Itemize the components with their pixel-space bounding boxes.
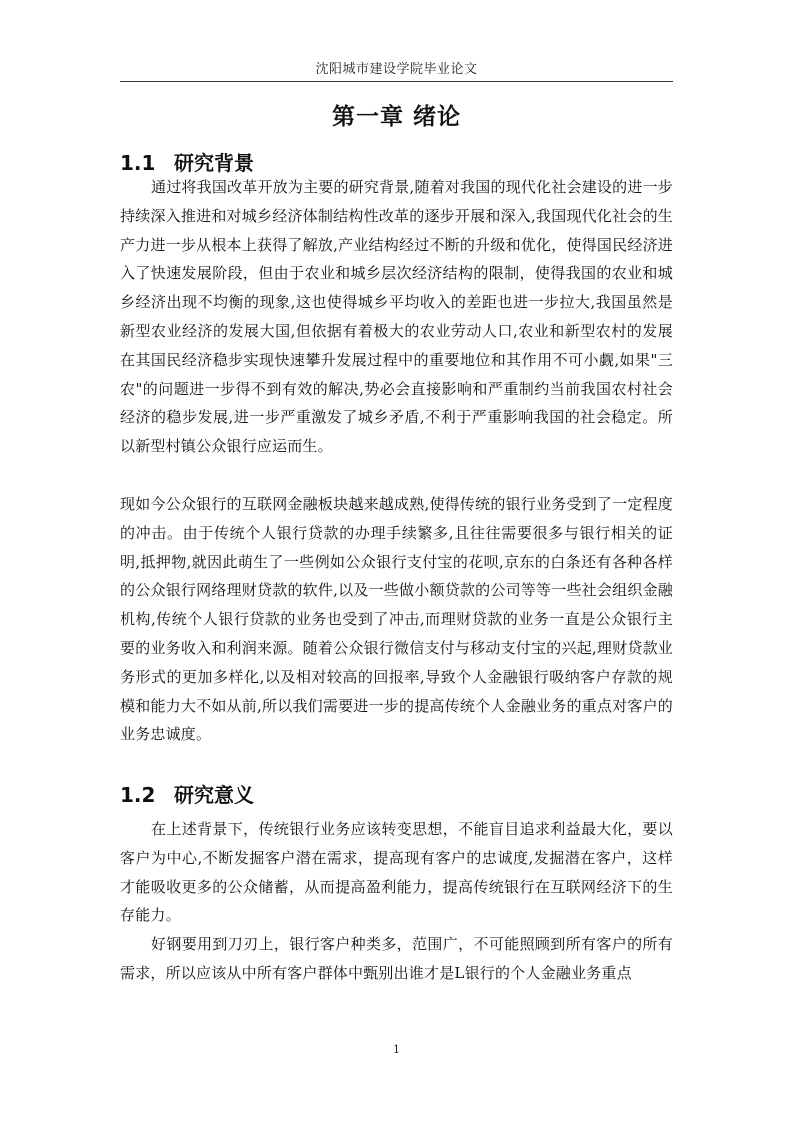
section-title: 研究背景 <box>174 151 254 175</box>
paragraph: 好钢要用到刀刃上，银行客户种类多，范围广，不可能照顾到所有客户的所有需求，所以应该从中所有客户群体中甄别出谁才是L银行的个人金融业务重点 <box>120 935 673 982</box>
section-heading-background <box>120 147 673 176</box>
section-number: 1.1 <box>120 151 156 175</box>
header-divider <box>120 81 673 82</box>
running-header: 沈阳城市建设学院毕业论文 <box>315 62 478 77</box>
paragraph: 在上述背景下，传统银行业务应该转变思想，不能盲目追求利益最大化，要以客户为中心,不断发掘客户潜在需求，提高现有客户的忠诚度,发掘潜在客户，这样才能吸收更多的公众储蓄，从而提高盈利能力，提高传统银行在互联网经济下的生存能力。 <box>120 820 673 925</box>
section-title: 研究意义 <box>174 783 254 807</box>
paragraph: 现如今公众银行的互联网金融板块越来越成熟,使得传统的银行业务受到了一定程度的冲击。由于传统个人银行贷款的办理手续繁多,且往往需要很多与银行相关的证明,抵押物,就因此萌生了一些例如公众银行支付宝的花呗,京东的白条还有各种各样的公众银行网络理财贷款的软件,以及一些做小额贷款的公司等等一些社会组织金融机构,传统个人银行贷款的业务也受到了冲击,而理财贷款的业务一直是公众银行主要的业务收入和利润来源。随着公众银行微信支付与移动支付宝的兴起,理财贷款业务形式的更加多样化,以及相对较高的回报率,导致个人金融银行吸纳客户存款的规模和能力大不如从前,所以我们需要进一步的提高传统个人金融业务的重点对客户的业务忠诚度。 <box>120 495 673 744</box>
section-number: 1.2 <box>120 783 156 807</box>
page-number: 1 <box>393 1043 400 1056</box>
section-heading-significance <box>120 779 673 808</box>
chapter-title: 第一章 绪论 <box>331 104 461 130</box>
paragraph: 通过将我国改革开放为主要的研究背景,随着对我国的现代化社会建设的进一步持续深入推进和对城乡经济体制结构性改革的逐步开展和深入,我国现代化社会的生产力进一步从根本上获得了解放,产业结构经过不断的升级和优化，使得国民经济进入了快速发展阶段，但由于农业和城乡层次经济结构的限制，使得我国的农业和城乡经济出现不均衡的现象,这也使得城乡平均收入的差距也进一步拉大,我国虽然是新型农业经济的发展大国,但依据有着极大的农业劳动人口,农业和新型农村的发展在其国民经济稳步实现快速攀升发展过程中的重要地位和其作用不可小觑,如果"三农"的问题进一步得不到有效的解决,势必会直接影响和严重制约当前我国农村社会经济的稳步发展,进一步严重激发了城乡矛盾,不利于严重影响我国的社会稳定。所以新型村镇公众银行应运而生。 <box>120 178 673 456</box>
